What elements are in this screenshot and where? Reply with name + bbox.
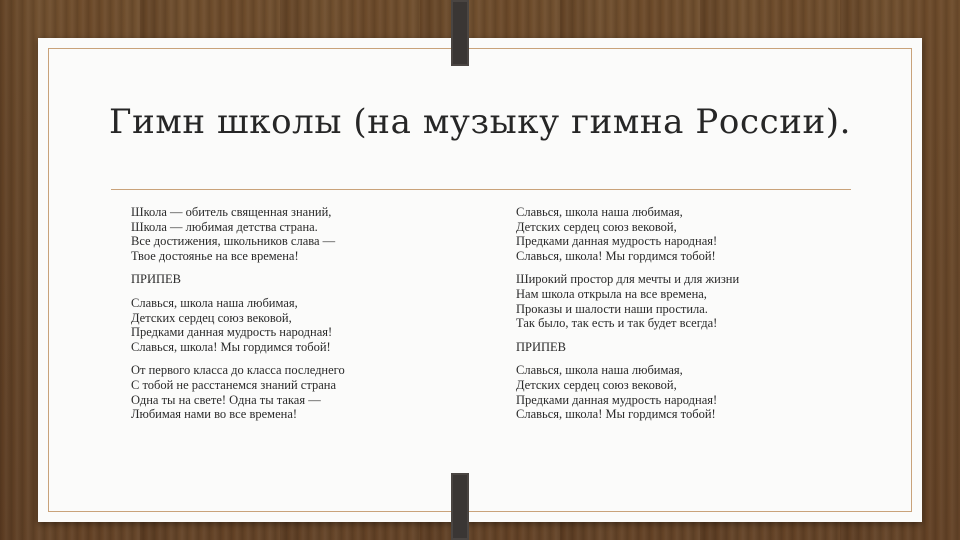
chorus-line: Славься, школа! Мы гордимся тобой!	[516, 248, 716, 263]
chorus-label: ПРИПЕВ	[516, 339, 567, 354]
chorus-line: Детских сердец союз вековой,	[516, 377, 677, 392]
verse-line: С тобой не расстанемся знаний страна	[131, 377, 336, 392]
chorus-line: Славься, школа! Мы гордимся тобой!	[131, 339, 331, 354]
stanza-1	[131, 205, 461, 263]
chorus-label: ПРИПЕВ	[131, 272, 182, 287]
verse-line: Проказы и шалости наши простила.	[516, 301, 708, 316]
verse-line: Нам школа открыла на все времена,	[516, 286, 707, 301]
stanza-3	[516, 272, 816, 330]
chorus-line: Славься, школа! Мы гордимся тобой!	[516, 407, 716, 422]
page-title: Гимн школы (на музыку гимна России).	[108, 102, 852, 142]
verse-line: Любимая нами во все времена!	[131, 407, 298, 422]
chorus	[516, 205, 816, 263]
chorus-line: Детских сердец союз вековой,	[516, 219, 677, 234]
binder-clip-bottom	[451, 473, 469, 540]
chorus	[131, 296, 461, 354]
left-column	[131, 205, 461, 431]
binder-clip-top	[451, 0, 469, 66]
verse-line: Школа — любимая детства страна.	[131, 219, 318, 234]
verse-line: Твое достоянье на все времена!	[131, 248, 299, 263]
right-column	[516, 205, 816, 431]
chorus-line: Славься, школа наша любимая,	[516, 363, 683, 378]
verse-line: Одна ты на свете! Одна ты такая —	[131, 392, 321, 407]
chorus	[516, 363, 816, 421]
chorus-line: Детских сердец союз вековой,	[131, 310, 292, 325]
verse-line: Школа — обитель священная знаний,	[131, 205, 332, 219]
verse-line: Широкий простор для мечты и для жизни	[516, 272, 740, 287]
chorus-line: Предками данная мудрость народная!	[516, 392, 718, 407]
chorus-line: Предками данная мудрость народная!	[516, 234, 718, 249]
stanza-2	[131, 363, 461, 421]
chorus-line: Предками данная мудрость народная!	[131, 325, 333, 340]
verse-line: От первого класса до класса последнего	[131, 363, 345, 378]
chorus-line: Славься, школа наша любимая,	[516, 205, 683, 219]
verse-line: Все достижения, школьников слава —	[131, 234, 336, 249]
chorus-line: Славься, школа наша любимая,	[131, 295, 298, 310]
verse-line: Так было, так есть и так будет всегда!	[516, 316, 718, 331]
title-divider	[111, 189, 851, 190]
